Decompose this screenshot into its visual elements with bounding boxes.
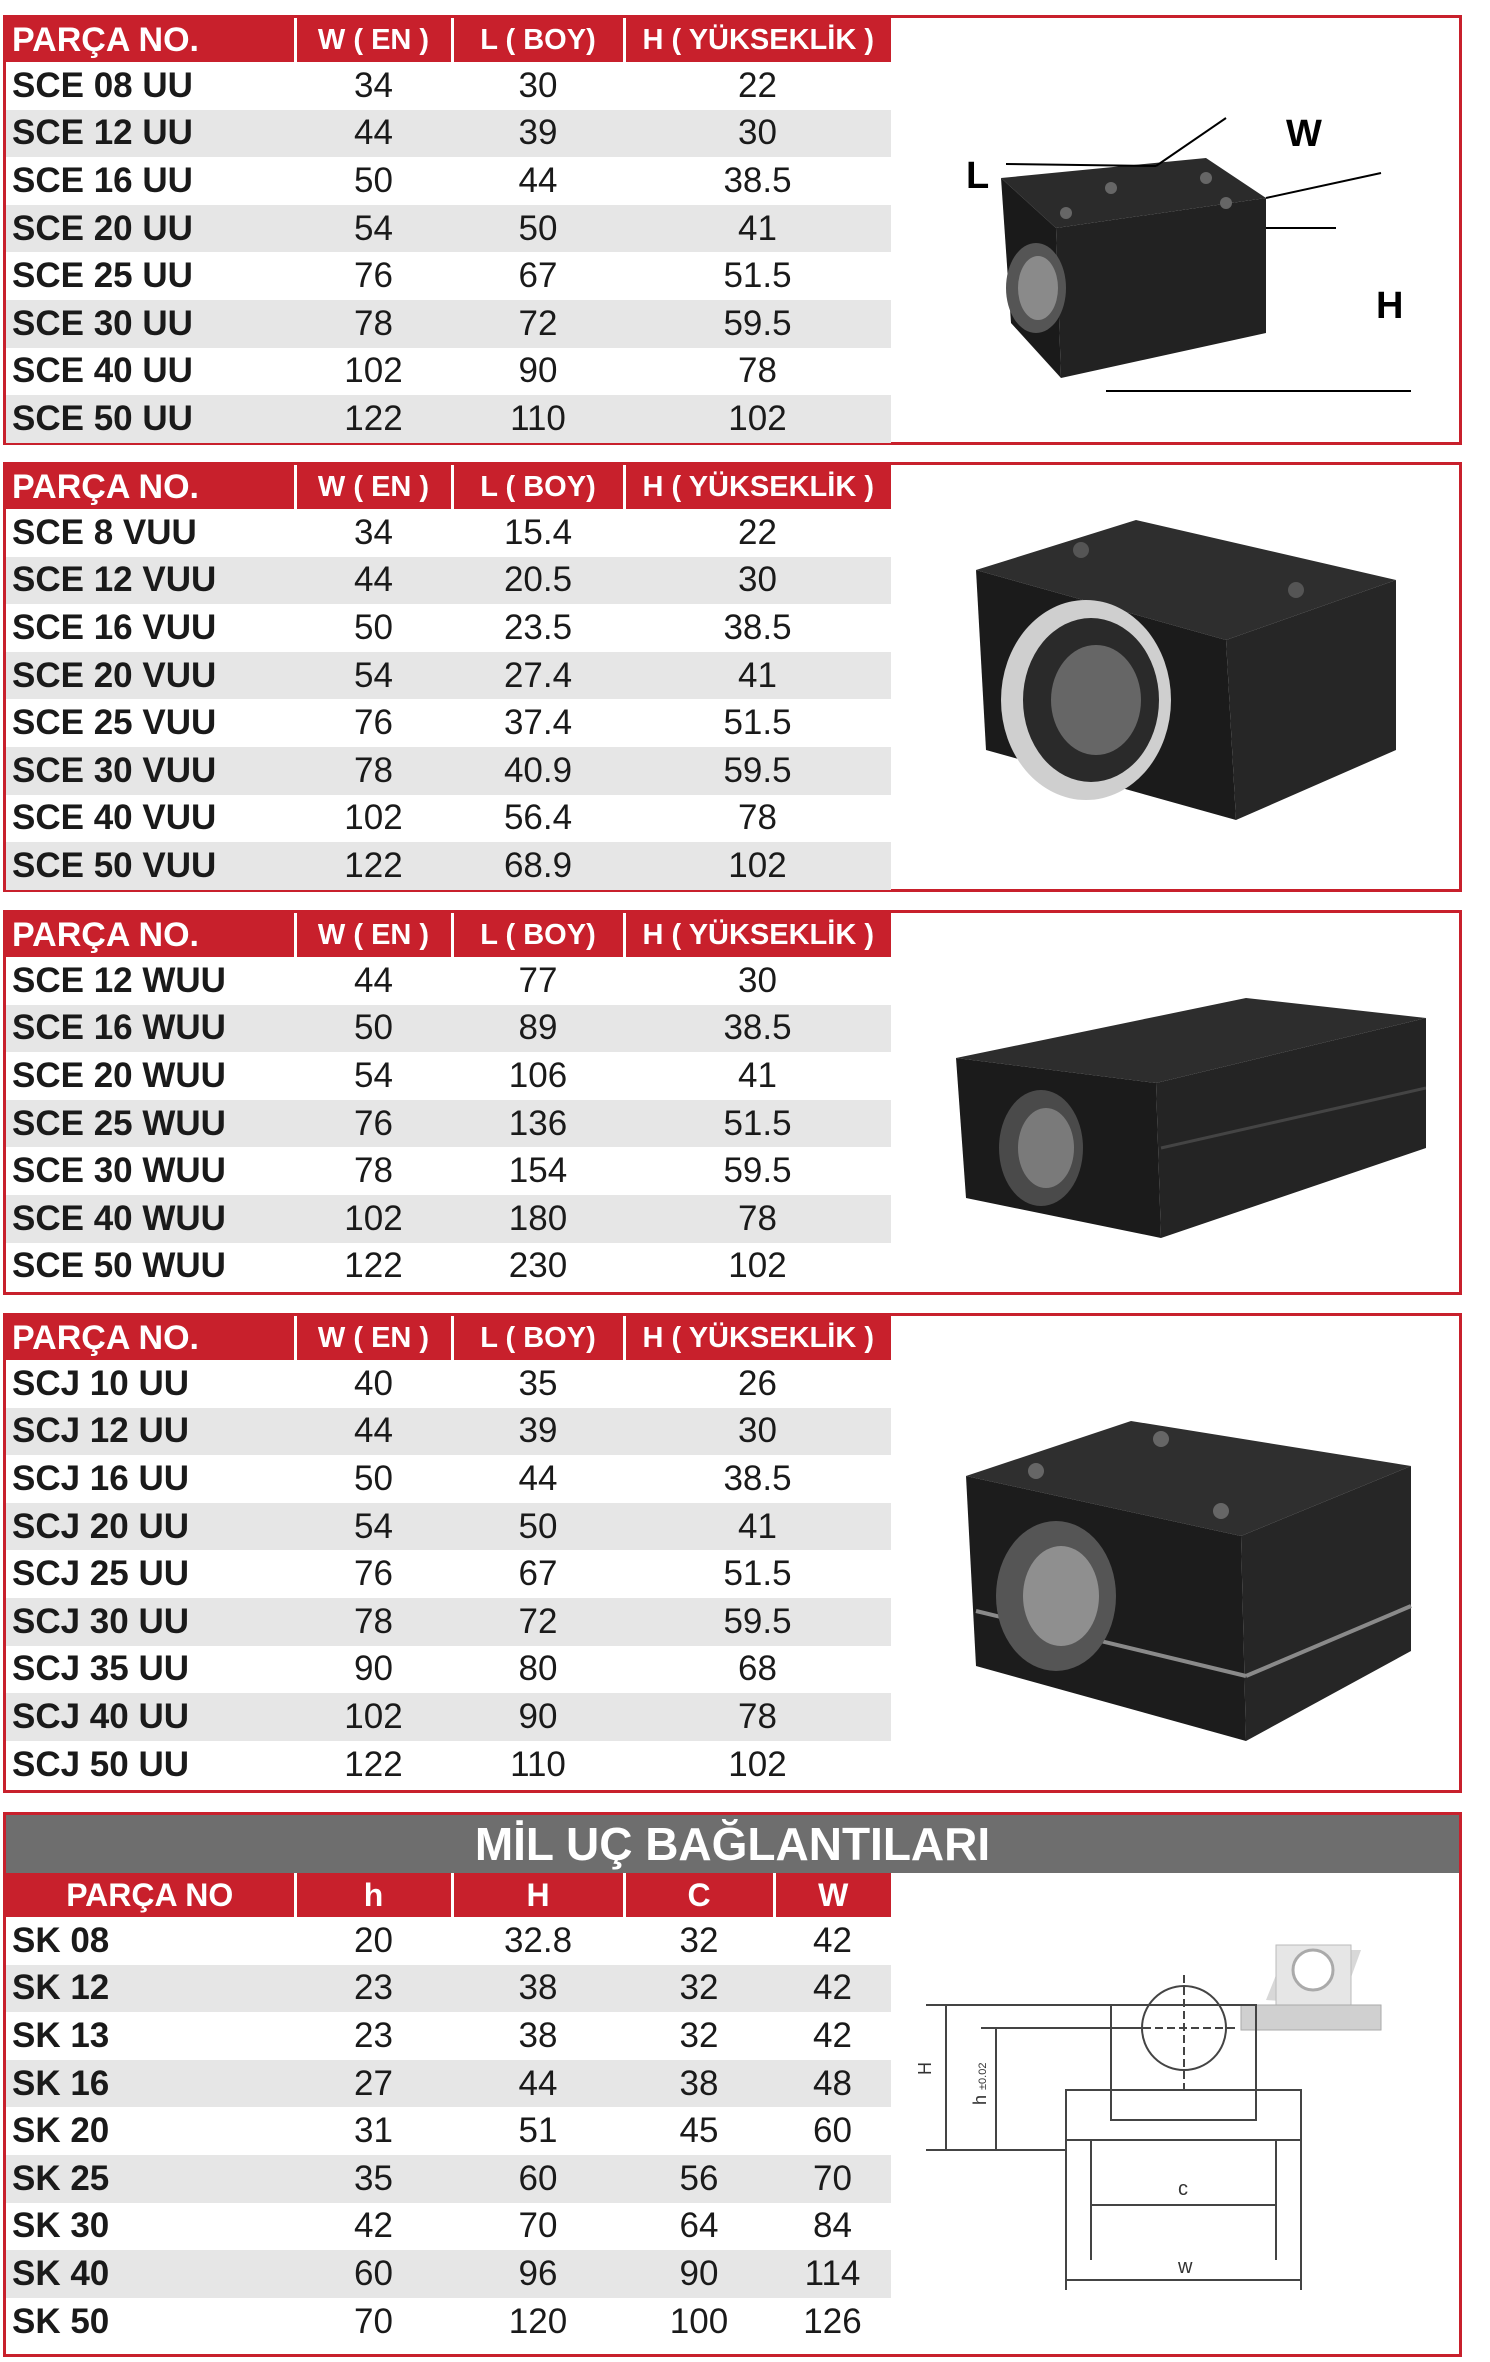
part-number-cell: SK 50	[12, 2301, 110, 2341]
value-cell: 106	[508, 1055, 568, 1095]
value-cell: 84	[813, 2206, 852, 2246]
value-cell: 72	[452, 300, 624, 348]
value-cell: 90	[518, 351, 558, 391]
value-cell: 27	[295, 2060, 452, 2108]
value-cell: 50	[354, 1458, 393, 1498]
value-cell: 48	[774, 2060, 891, 2108]
part-number-cell: SCE 16 WUU	[6, 1005, 295, 1053]
value-cell: 89	[452, 1005, 624, 1053]
value-cell: 102	[624, 395, 891, 443]
value-cell: 68	[738, 1649, 777, 1689]
value-cell: 27.4	[452, 652, 624, 700]
spec-table	[6, 1316, 891, 1788]
table-row	[6, 1100, 891, 1148]
part-number-cell: SCJ 16 UU	[12, 1458, 190, 1498]
value-cell: 78	[624, 1195, 891, 1243]
value-cell: 41	[624, 652, 891, 700]
table-row	[6, 2107, 891, 2155]
column-header: W ( EN )	[295, 1316, 452, 1360]
table-row	[6, 795, 891, 843]
value-cell: 122	[295, 842, 452, 890]
value-cell: 230	[508, 1246, 568, 1286]
sce-wuu-section	[3, 910, 1462, 1295]
dimension-label-h: H	[1376, 285, 1404, 327]
part-number-cell: SCE 20 WUU	[12, 1055, 226, 1095]
part-number-cell: SCE 8 VUU	[12, 512, 197, 552]
table-row	[6, 2060, 891, 2108]
value-cell: 59.5	[624, 300, 891, 348]
column-header-part-no: PARÇA NO.	[6, 1316, 295, 1360]
value-cell: 56	[624, 2155, 774, 2203]
value-cell: 42	[354, 2206, 393, 2246]
value-cell: 90	[624, 2250, 774, 2298]
value-cell: 39	[452, 1408, 624, 1456]
value-cell: 154	[508, 1151, 568, 1191]
table-row	[6, 1598, 891, 1646]
value-cell: 22	[738, 65, 777, 105]
header-row	[6, 465, 891, 509]
part-number-cell: SCE 40 WUU	[6, 1195, 295, 1243]
table-row	[6, 747, 891, 795]
product-image-sce-wuu	[956, 998, 1426, 1248]
column-header-part-no: PARÇA NO	[6, 1873, 295, 1917]
value-cell: 122	[295, 395, 452, 443]
header-row	[6, 913, 891, 957]
table-row	[6, 1195, 891, 1243]
value-cell: 35	[295, 2155, 452, 2203]
part-number-cell: SCE 16 VUU	[12, 607, 217, 647]
value-cell: 23	[354, 2015, 393, 2055]
value-cell: 114	[774, 2250, 891, 2298]
value-cell: 32	[679, 1920, 719, 1960]
value-cell: 70	[518, 2206, 558, 2246]
value-cell: 76	[354, 703, 393, 743]
value-cell: 180	[452, 1195, 624, 1243]
table-row	[6, 2203, 891, 2251]
value-cell: 102	[624, 842, 891, 890]
table-row	[6, 1741, 891, 1789]
value-cell: 44	[518, 1458, 558, 1498]
part-number-cell: SK 20	[12, 2111, 110, 2151]
value-cell: 44	[295, 1408, 452, 1456]
table-row	[6, 205, 891, 253]
value-cell: 40.9	[452, 747, 624, 795]
column-header: H ( YÜKSEKLİK )	[624, 913, 891, 957]
value-cell: 102	[728, 1744, 787, 1784]
part-number-cell: SCE 12 UU	[6, 110, 295, 158]
value-cell: 30	[518, 65, 558, 105]
product-image-sce-vuu	[966, 520, 1406, 850]
part-number-cell: SCE 50 WUU	[12, 1246, 226, 1286]
value-cell: 38.5	[723, 1458, 792, 1498]
part-number-cell: SCJ 35 UU	[12, 1649, 190, 1689]
value-cell: 72	[452, 1598, 624, 1646]
value-cell: 34	[354, 512, 393, 552]
table-row	[6, 1917, 891, 1965]
column-header-part-no: PARÇA NO.	[6, 913, 295, 957]
spec-table	[6, 18, 891, 443]
sk-section	[3, 1812, 1462, 2357]
value-cell: 56.4	[503, 798, 573, 838]
value-cell: 120	[508, 2301, 568, 2341]
table-row	[6, 1455, 891, 1503]
scj-uu-section	[3, 1313, 1462, 1793]
column-header: C	[624, 1873, 774, 1917]
part-number-cell: SCJ 20 UU	[6, 1503, 295, 1551]
part-number-cell: SCE 40 VUU	[12, 798, 217, 838]
table-row	[6, 348, 891, 396]
dimension-label-w: W	[1286, 113, 1322, 155]
part-number-cell: SK 30	[12, 2206, 110, 2246]
column-header-part-no: PARÇA NO.	[6, 465, 295, 509]
part-number-cell: SCE 25 VUU	[12, 703, 217, 743]
column-header: H	[452, 1873, 624, 1917]
table-row	[6, 1360, 891, 1408]
drawing-label-h: h	[970, 2094, 990, 2105]
part-number-cell: SCE 25 WUU	[6, 1100, 295, 1148]
value-cell: 54	[354, 1055, 393, 1095]
value-cell: 96	[452, 2250, 624, 2298]
table-row	[6, 62, 891, 110]
value-cell: 51.5	[723, 703, 792, 743]
value-cell: 60	[452, 2155, 624, 2203]
value-cell: 76	[354, 1554, 393, 1594]
table-row	[6, 604, 891, 652]
value-cell: 38.5	[624, 1005, 891, 1053]
part-number-cell: SCE 20 UU	[6, 205, 295, 253]
value-cell: 34	[354, 65, 393, 105]
value-cell: 50	[295, 1005, 452, 1053]
table-row	[6, 2155, 891, 2203]
header-row	[6, 1873, 891, 1917]
value-cell: 102	[295, 1693, 452, 1741]
part-number-cell: SCJ 25 UU	[12, 1554, 190, 1594]
value-cell: 70	[354, 2301, 393, 2341]
part-number-cell: SCE 12 VUU	[6, 557, 295, 605]
table-row	[6, 1550, 891, 1598]
column-header: L ( BOY)	[452, 913, 624, 957]
value-cell: 30	[624, 110, 891, 158]
dimension-label-l: L	[966, 155, 990, 197]
part-number-cell: SCE 50 VUU	[6, 842, 295, 890]
table-row	[6, 2250, 891, 2298]
sce-vuu-section	[3, 462, 1462, 892]
part-number-cell: SCE 40 UU	[12, 351, 193, 391]
part-number-cell: SK 08	[12, 1920, 110, 1960]
value-cell: 110	[510, 1744, 566, 1784]
part-number-cell: SCJ 12 UU	[6, 1408, 295, 1456]
value-cell: 51.5	[723, 256, 792, 296]
value-cell: 50	[354, 607, 393, 647]
part-number-cell: SK 16	[6, 2060, 295, 2108]
product-image-sce-uu	[906, 78, 1426, 418]
value-cell: 90	[452, 1693, 624, 1741]
column-header-part-no: PARÇA NO.	[6, 18, 295, 62]
value-cell: 59.5	[723, 1151, 792, 1191]
product-image-scj-uu	[961, 1411, 1421, 1741]
column-header: H ( YÜKSEKLİK )	[624, 1316, 891, 1360]
table-row	[6, 395, 891, 443]
column-header: H ( YÜKSEKLİK )	[624, 18, 891, 62]
part-number-cell: SK 25	[6, 2155, 295, 2203]
value-cell: 30	[624, 1408, 891, 1456]
drawing-label-c: c	[1178, 2178, 1188, 2200]
value-cell: 42	[774, 1965, 891, 2013]
part-number-cell: SCJ 10 UU	[12, 1363, 190, 1403]
part-number-cell: SCE 50 UU	[6, 395, 295, 443]
value-cell: 30	[624, 557, 891, 605]
value-cell: 41	[624, 1503, 891, 1551]
value-cell: 78	[624, 1693, 891, 1741]
value-cell: 44	[518, 160, 558, 200]
value-cell: 54	[295, 652, 452, 700]
value-cell: 110	[452, 395, 624, 443]
part-number-cell: SCE 12 WUU	[12, 960, 226, 1000]
sk-table	[6, 1873, 891, 2345]
value-cell: 102	[295, 1195, 452, 1243]
value-cell: 67	[518, 1554, 558, 1594]
table-row	[6, 1503, 891, 1551]
part-number-cell: SCE 08 UU	[12, 65, 193, 105]
part-number-cell: SCE 20 VUU	[6, 652, 295, 700]
part-number-cell: SCE 16 UU	[12, 160, 193, 200]
value-cell: 32	[624, 1965, 774, 2013]
value-cell: 38	[624, 2060, 774, 2108]
value-cell: 78	[295, 1598, 452, 1646]
value-cell: 54	[295, 1503, 452, 1551]
value-cell: 100	[669, 2301, 729, 2341]
value-cell: 64	[679, 2206, 719, 2246]
column-header: h	[295, 1873, 452, 1917]
value-cell: 60	[295, 2250, 452, 2298]
value-cell: 38.5	[723, 160, 792, 200]
part-number-cell: SCE 30 WUU	[12, 1151, 226, 1191]
part-number-cell: SCJ 40 UU	[6, 1693, 295, 1741]
value-cell: 102	[344, 798, 403, 838]
drawing-label-H: H	[915, 2062, 935, 2075]
table-row	[6, 1147, 891, 1195]
value-cell: 77	[518, 960, 558, 1000]
table-row	[6, 1005, 891, 1053]
table-row	[6, 1052, 891, 1100]
table-row	[6, 957, 891, 1005]
table-row	[6, 1693, 891, 1741]
value-cell: 23	[295, 1965, 452, 2013]
value-cell: 78	[295, 300, 452, 348]
value-cell: 102	[344, 351, 403, 391]
table-row	[6, 652, 891, 700]
value-cell: 80	[518, 1649, 558, 1689]
table-row	[6, 1408, 891, 1456]
column-header: W ( EN )	[295, 18, 452, 62]
spec-table	[6, 465, 891, 890]
value-cell: 50	[354, 160, 393, 200]
header-row	[6, 1316, 891, 1360]
value-cell: 26	[738, 1363, 777, 1403]
value-cell: 38.5	[723, 607, 792, 647]
table-row	[6, 509, 891, 557]
value-cell: 51.5	[723, 1554, 792, 1594]
value-cell: 39	[452, 110, 624, 158]
column-header: L ( BOY)	[452, 18, 624, 62]
table-row	[6, 300, 891, 348]
drawing-label-tolerance: ±0.02	[977, 2062, 989, 2090]
value-cell: 20.5	[452, 557, 624, 605]
value-cell: 41	[624, 205, 891, 253]
value-cell: 22	[738, 512, 777, 552]
value-cell: 30	[738, 960, 777, 1000]
sk-photo	[1241, 1945, 1381, 2030]
value-cell: 44	[295, 557, 452, 605]
value-cell: 44	[295, 110, 452, 158]
spec-table	[6, 913, 891, 1290]
value-cell: 122	[344, 1744, 403, 1784]
value-cell: 32.8	[503, 1920, 573, 1960]
part-number-cell: SK 12	[6, 1965, 295, 2013]
value-cell: 31	[354, 2111, 393, 2151]
value-cell: 42	[813, 1920, 852, 1960]
value-cell: 23.5	[503, 607, 573, 647]
value-cell: 38	[452, 1965, 624, 2013]
value-cell: 51.5	[624, 1100, 891, 1148]
sk-technical-drawing	[911, 1890, 1461, 2350]
value-cell: 35	[518, 1363, 558, 1403]
value-cell: 59.5	[624, 747, 891, 795]
value-cell: 78	[738, 798, 777, 838]
value-cell: 78	[738, 351, 777, 391]
value-cell: 37.4	[503, 703, 573, 743]
value-cell: 45	[679, 2111, 719, 2151]
value-cell: 136	[452, 1100, 624, 1148]
value-cell: 90	[354, 1649, 393, 1689]
column-header: W ( EN )	[295, 465, 452, 509]
value-cell: 44	[354, 960, 393, 1000]
value-cell: 76	[295, 1100, 452, 1148]
value-cell: 122	[344, 1246, 403, 1286]
value-cell: 76	[354, 256, 393, 296]
section-title: MİL UÇ BAĞLANTILARI	[6, 1815, 1459, 1873]
part-number-cell: SCE 30 VUU	[6, 747, 295, 795]
column-header: H ( YÜKSEKLİK )	[624, 465, 891, 509]
value-cell: 78	[295, 747, 452, 795]
value-cell: 54	[295, 205, 452, 253]
value-cell: 51	[518, 2111, 558, 2151]
column-header: W ( EN )	[295, 913, 452, 957]
value-cell: 15.4	[503, 512, 573, 552]
part-number-cell: SCE 25 UU	[12, 256, 193, 296]
drawing-label-w: w	[1178, 2256, 1193, 2278]
table-row	[6, 1243, 891, 1291]
table-row	[6, 1965, 891, 2013]
table-row	[6, 557, 891, 605]
part-number-cell: SCJ 50 UU	[12, 1744, 190, 1784]
value-cell: 126	[803, 2301, 862, 2341]
table-row	[6, 2012, 891, 2060]
value-cell: 41	[738, 1055, 777, 1095]
value-cell: 68.9	[452, 842, 624, 890]
column-header: W	[774, 1873, 891, 1917]
value-cell: 50	[452, 1503, 624, 1551]
column-header: L ( BOY)	[452, 465, 624, 509]
value-cell: 32	[679, 2015, 719, 2055]
value-cell: 20	[354, 1920, 393, 1960]
value-cell: 40	[354, 1363, 393, 1403]
part-number-cell: SK 40	[6, 2250, 295, 2298]
sce-uu-section	[3, 15, 1462, 445]
part-number-cell: SCE 30 UU	[6, 300, 295, 348]
header-row	[6, 18, 891, 62]
value-cell: 78	[354, 1151, 393, 1191]
column-header: L ( BOY)	[452, 1316, 624, 1360]
table-row	[6, 110, 891, 158]
table-row	[6, 842, 891, 890]
value-cell: 70	[774, 2155, 891, 2203]
value-cell: 50	[452, 205, 624, 253]
value-cell: 44	[452, 2060, 624, 2108]
table-row	[6, 699, 891, 747]
part-number-cell: SK 13	[12, 2015, 110, 2055]
value-cell: 42	[813, 2015, 852, 2055]
part-number-cell: SCJ 30 UU	[6, 1598, 295, 1646]
table-row	[6, 252, 891, 300]
value-cell: 38	[518, 2015, 558, 2055]
value-cell: 59.5	[624, 1598, 891, 1646]
table-row	[6, 157, 891, 205]
value-cell: 60	[813, 2111, 852, 2151]
table-row	[6, 1646, 891, 1694]
value-cell: 67	[518, 256, 558, 296]
table-row	[6, 2298, 891, 2346]
value-cell: 102	[728, 1246, 787, 1286]
